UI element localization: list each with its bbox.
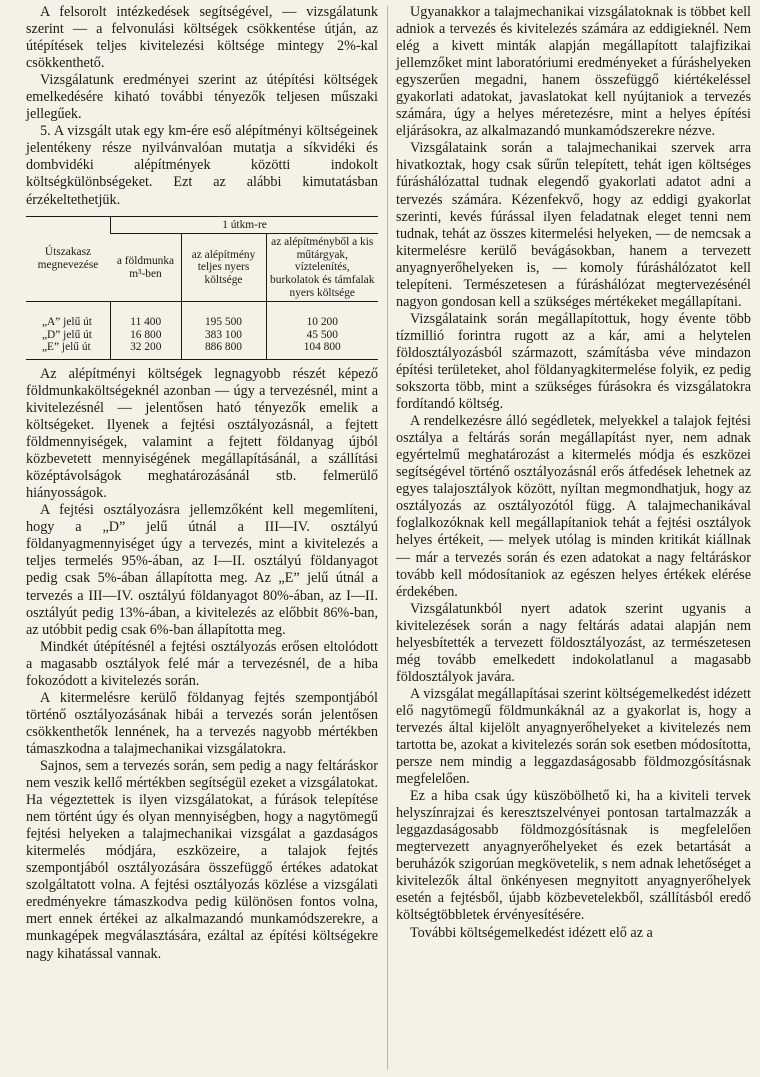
table-cell: 10 200 bbox=[266, 302, 378, 329]
table-group-header: 1 útkm-re bbox=[111, 216, 379, 234]
table-cell-road: „E” jelű út bbox=[26, 341, 111, 359]
table-cell: 104 800 bbox=[266, 341, 378, 359]
paragraph: A fejtési osztályozásra jellemzőként kell megemlíteni, hogy a „D” jelű útnál a III—IV. osztályú földanyagmennyiséget úgy a tervezés, mint a kivitelezés a teljes termelés 95%-ában, az I—II. osztályú földanyagot pedig csak 5%-ában állapította meg. Az „E” jelű útnál a tervezés a III—IV. osztályú földanyagot 80%-ában, az I—II. osztályút pedig 13%-ában, a kivitelezés az előbbit 86%-ban, az utóbbit pedig csak 6%-ban állapította meg. bbox=[26, 502, 378, 638]
left-column bbox=[26, 4, 378, 963]
cost-table bbox=[26, 216, 378, 360]
paragraph: Mindkét útépítésnél a fejtési osztályozás erősen eltolódott a magasabb osztályok felé már a tervezésnél, de a hiba fokozódott a kivitelezés során. bbox=[26, 638, 378, 689]
table-column-header: a földmunka m³-ben bbox=[111, 234, 182, 302]
right-column bbox=[396, 4, 751, 942]
column-divider bbox=[387, 6, 388, 1070]
paragraph: Ez a hiba csak úgy küszöbölhető ki, ha a kiviteli tervek helyszínrajzai és keresztszelvényei pontosan tartalmazzák a leggazdaságosabb földmozgósításnak is megfelelően megtervezett anyagnyerőhelyeket és ezek betartását a beruházók szigorúan megkövetelik, s nem adnak lehetőséget a kivitelezők által önkényesen megnyitott anyagnyerőhelyek esetén a fejtésből, újabb közbevetelekből, szállításból eredő költségtöbbletek érvényesítésére. bbox=[396, 788, 751, 924]
table-row bbox=[26, 329, 378, 342]
paragraph: Vizsgálataink során megállapítottuk, hogy évente több tízmillió forintra rugott az a kár, ami a helytelen földosztályozásból származott, számításba véve mindazon építési területeket, ahol földanyagkitermelése folyik, ez pedig sokszorta több, mint a szükséges fúrásokra és vizsgálatokra fordítandó költség. bbox=[396, 310, 751, 413]
table-cell: 16 800 bbox=[111, 329, 182, 342]
paragraph: Vizsgálatunkból nyert adatok szerint ugyanis a kivitelezések során a nagy feltárás adatai alapján nem helyesbítették a tervezett földosztályozást, az természetesen még tovább emelkedett indokolatlanul a magasabb földosztályok javára. bbox=[396, 600, 751, 685]
paragraph: Vizsgálataink során a talajmechanikai szervek arra hivatkoztak, hogy csak sűrűn telepített, tehát igen költséges fúráshálózattal tudnak elegendő gyakorlati adatot adni a tervezés számára. Kézenfekvő, hogy az eddigi gyakorlat szerinti, kevés fúrással ilyen feladatnak eleget tenni nem tudnak, tehát az összes kitermelési helyeken, — de nemcsak a kitermelésre kerülő bevágásokban, hanem a tervezett anyagnyerőhelyeken is, — komoly fúráshálózatot kell telepíteni. Természetesen a fúráshálózat megtervezésénél nagyon gondosan kell a szükséges mértékeket megállapítani. bbox=[396, 140, 751, 310]
table-cell: 195 500 bbox=[181, 302, 266, 329]
table-cell: 45 500 bbox=[266, 329, 378, 342]
paragraph: A vizsgálat megállapításai szerint költségemelkedést idézett elő nagytömegű földmunkáknál az a gyakorlat is, hogy a tervezés által kijelölt anyagnyerőhelyeket a kivitelezés nem tartotta be, azokat a kivitelezés során sok esetben módosította, persze nem mindig a leggazdaságosabb földmozgósításnak megfelelően. bbox=[396, 685, 751, 788]
paragraph: A rendelkezésre álló segédletek, melyekkel a talajok fejtési osztálya a feltárás során megállapítást nyer, nem adnak egyértelmű meghatározást a kitermelés módja és eszközei segítségével történő osztályozásnál erős átfedések lehetnek az egyes talajosztályok között, nyíltan megmondhatjuk, hogy az osztályozás az osztályozótól függ. A talajmechanikával foglalkozóknak kell megállapítaniok tehát a fejtési osztályok helyes értékeit, — melyek utólag is minden kritikát kiállnak — már a tervezés során és ezen adatokat a nagy feltáráskor tovább kell módosítaniok az egészen helyes értékek elérése érdekében. bbox=[396, 413, 751, 600]
paragraph-continued: További költségemelkedést idézett elő az a bbox=[410, 924, 653, 941]
paragraph: Az alépítményi költségek legnagyobb részét képező földmunkaköltségeknél azonban — úgy a tervezésnél, mint a kivitelezésnél — jelentősen ható tényezők emelik a költségeket. Ilyenek a fejtési osztályozásnál, a fejtett földmennyiségek, valamint a fejtett földanyag újból közbevetett mennyiségének megállapításánál, a szállítási középtávolságok meghatározásánál stb. felmerülő hiányosságok. bbox=[26, 365, 378, 502]
table-row bbox=[26, 341, 378, 359]
paragraph: A kitermelésre kerülő földanyag fejtés szempontjából történő osztályozásának hibái a tervezés során jelentősen csökkenthetők lennének, ha a tervezés nagyobb mértékben támaszkodna a talajmechanikai vizsgálatokra. bbox=[26, 689, 378, 757]
table-cell: 32 200 bbox=[111, 341, 182, 359]
table-cell: 11 400 bbox=[111, 302, 182, 329]
paragraph: Ugyanakkor a talajmechanikai vizsgálatoknak is többet kell adniok a tervezés és kivitelezés számára az eddigieknél. Nem elég a kivett minták alapján megállapított talajfizikai jellemzőket mint laboratóriumi eredményeket a fúráshelyeken egyszerűen megadni, hanem összefüggő kiértékeléssel gyakorlati adatokat, javaslatokat kell nyújtaniok a tervezés számára, úgy a helyes méretezésre, mint a helyes építési eljárásokra, az alkalmazandó munkamódszerekre nézve. bbox=[396, 4, 751, 140]
table-column-header: az alépítményből a kis műtárgyak, víztelenítés, burkolatok és támfalak nyers költsége bbox=[266, 234, 378, 302]
table-header-road-name: Útszakasz megnevezése bbox=[26, 216, 111, 302]
table-column-header: az alépítmény teljes nyers költsége bbox=[181, 234, 266, 302]
paragraph: 5. A vizsgált utak egy km-ére eső alépítményi költségeinek jelentékeny része nyilvánvalóan mutatja a síkvidéki és dombvidéki alépítmények közötti indokolt költségkülönbségeket. Ezt az alábbi kimutatásban érzékeltethetjük. bbox=[26, 123, 378, 208]
paragraph: A felsorolt intézkedések segítségével, — vizsgálatunk szerint — a felvonulási költségek csökkentése útján, az útépítések teljes kivitelezési költsége mintegy 2%-kal csökkenthető. bbox=[26, 4, 378, 72]
table-cell: 886 800 bbox=[181, 341, 266, 359]
table-row bbox=[26, 302, 378, 329]
paragraph: Sajnos, sem a tervezés során, sem pedig a nagy feltáráskor nem veszik kellő mértékben segítségül ezeket a vizsgálatokat. Ha végeztettek is ilyen vizsgálatokat, a fúrások telepítése nem történt úgy és olyan mennyiségben, hogy a nagytömegű fejtési helyeken a talajmechanikai vizsgálat a gazdaságos kitermelés módjára, eszközeire, a talajok fejtés szempontjából osztályozására összefüggő értékes adatokat szolgáltatott volna. A fejtési osztályozás közlése a vizsgálati eredményekre támaszkodva pedig különösen fontos volna, mert ennek értékei az alkalmazandó munkamódszerekre, a munkagépek megválasztására, ezáltal az építési költségekre nagy kihatással vannak. bbox=[26, 757, 378, 962]
table-cell: 383 100 bbox=[181, 329, 266, 342]
table-cell-road: „D” jelű út bbox=[42, 328, 92, 341]
table-cell-road: „A” jelű út bbox=[42, 316, 92, 329]
paragraph: Vizsgálatunk eredményei szerint az útépítési költségek emelkedésére kiható további tényezők teljesen műszaki jellegűek. bbox=[26, 72, 378, 123]
